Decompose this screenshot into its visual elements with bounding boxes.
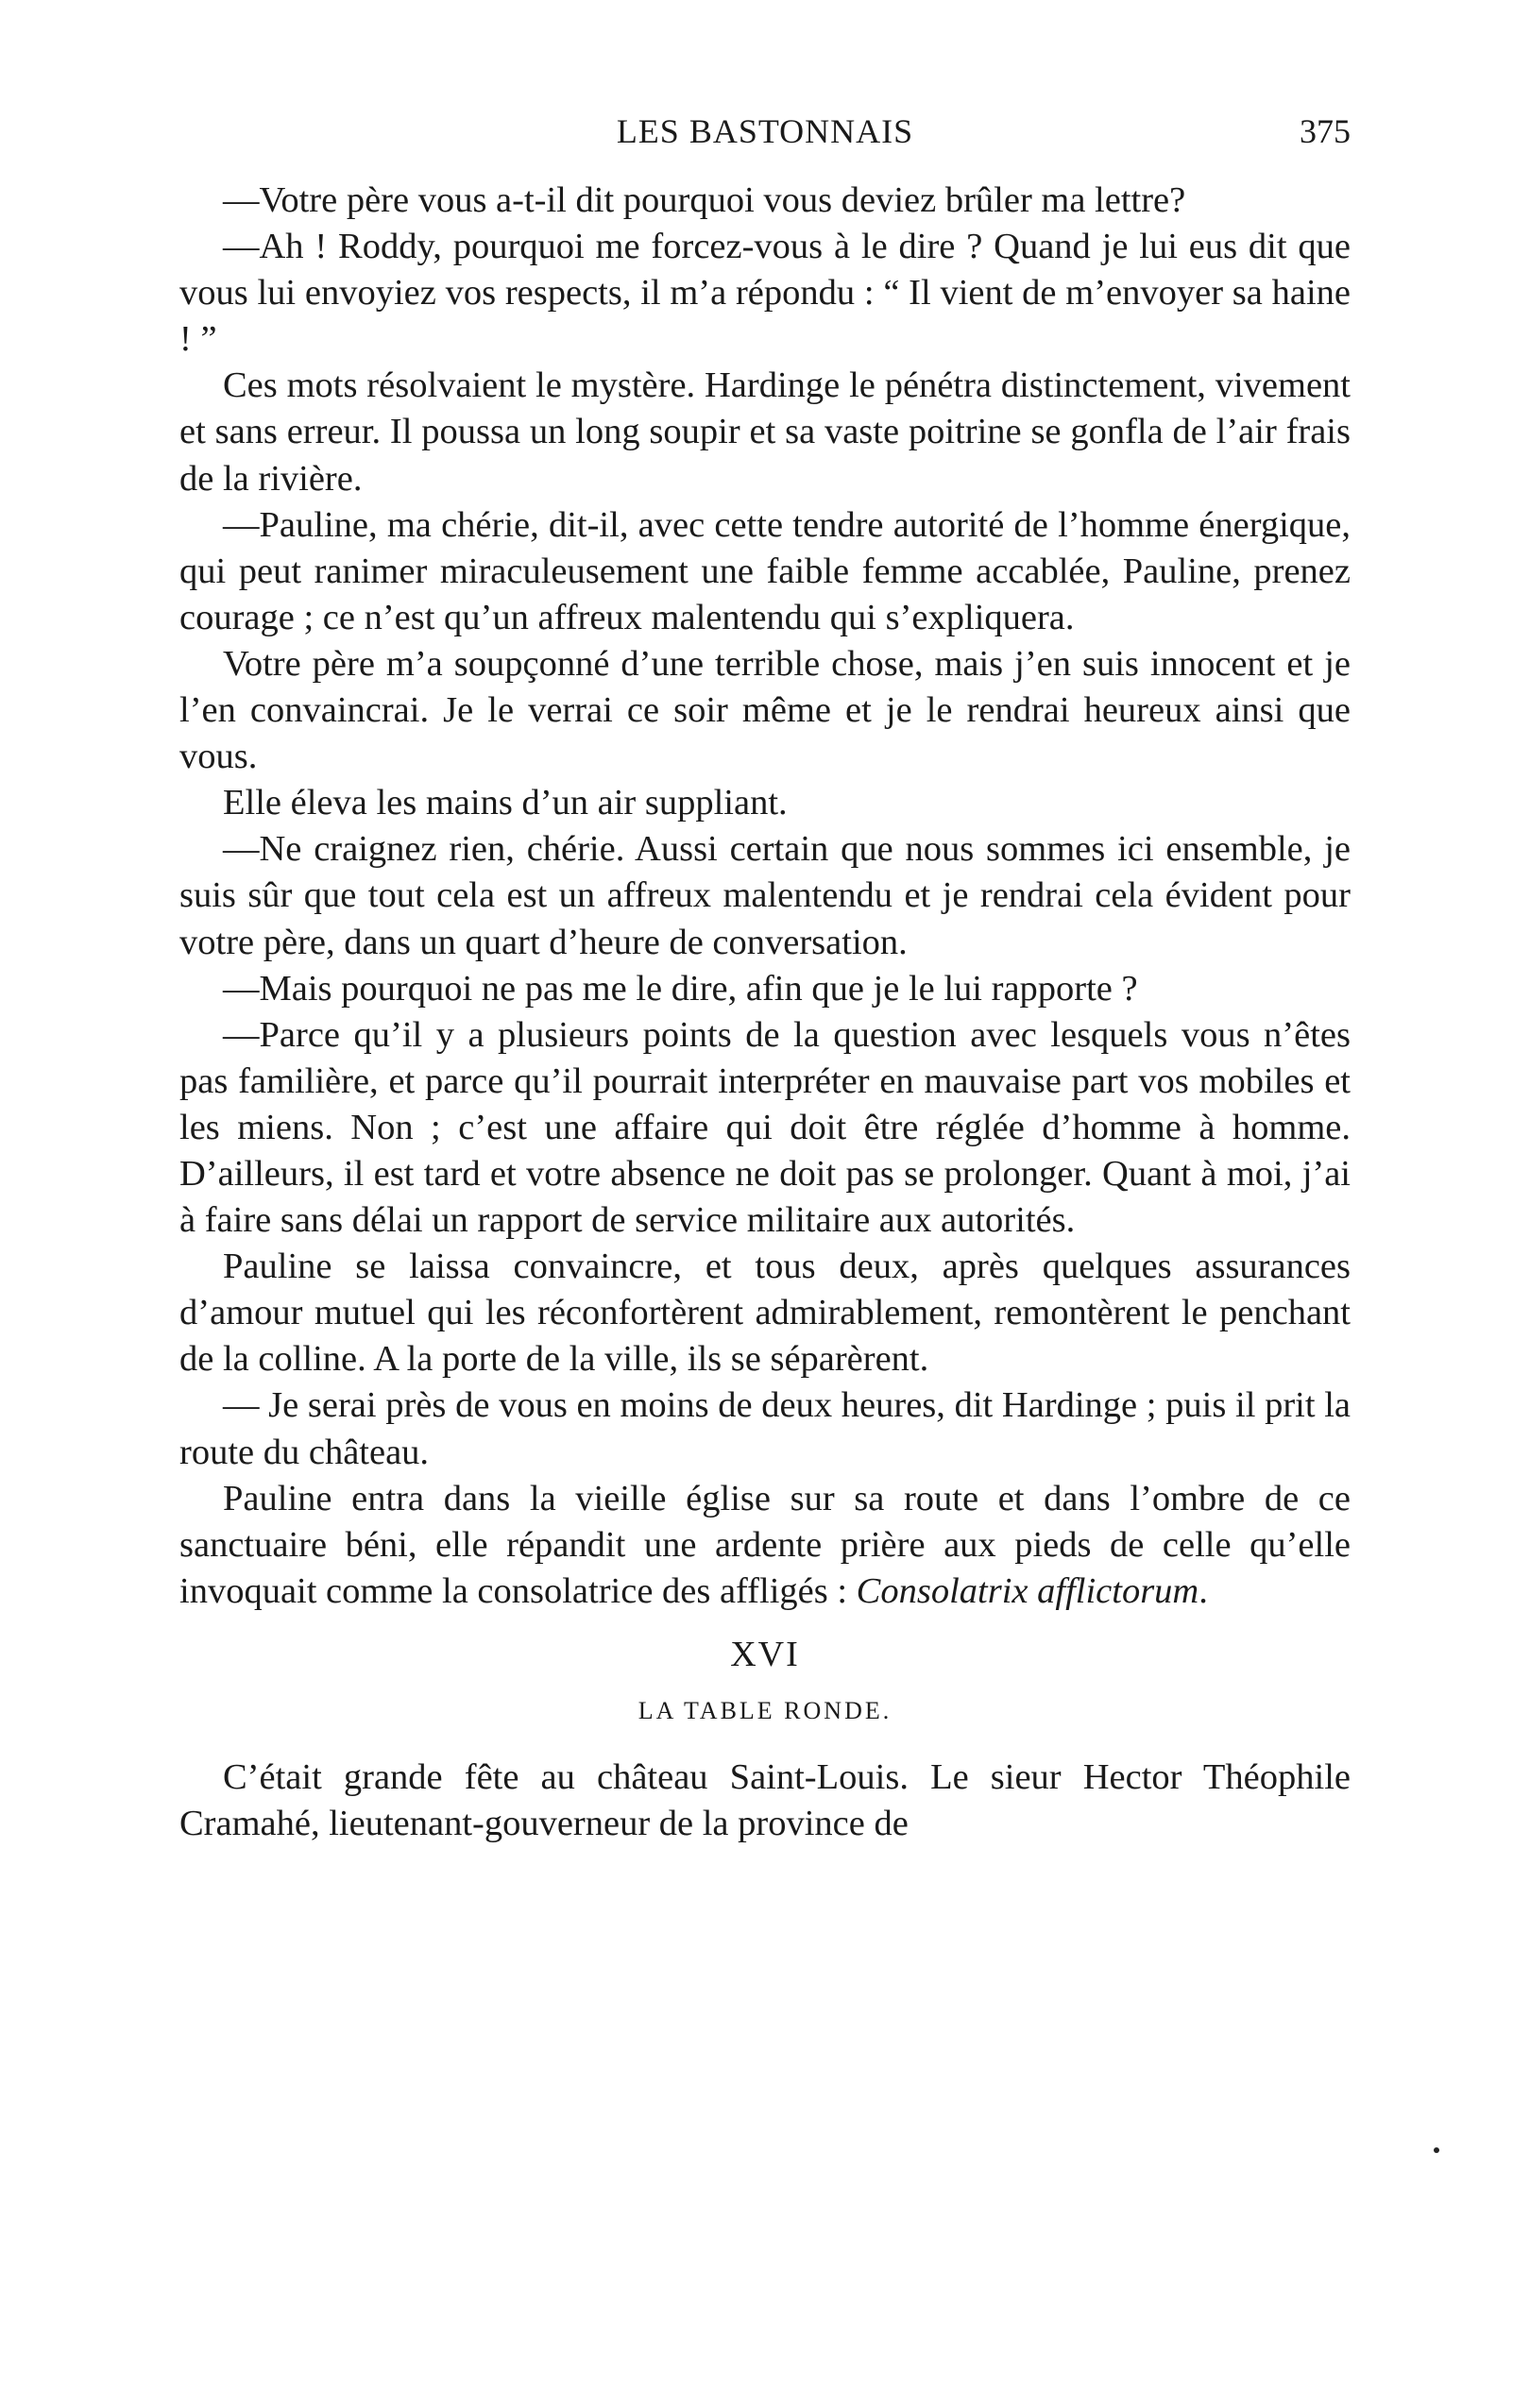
paragraph: Votre père m’a soupçonné d’une terrible chose, mais j’en suis innocent et je l’en convaincrai. Je le verrai ce soir même et je le rendrai heureux ainsi que vous. bbox=[179, 643, 1351, 777]
page-header bbox=[179, 111, 1351, 168]
running-title: LES BASTONNAIS bbox=[616, 112, 914, 150]
paragraph: —Ah ! Roddy, pourquoi me forcez-vous à le dire ? Quand je lui eus dit que vous lui envoyiez vos respects, il m’a répondu : “ Il vient de m’envoyer sa haine ! ” bbox=[179, 227, 1351, 360]
paragraph: —Pauline, ma chérie, dit-il, avec cette tendre autorité de l’homme énergique, qui peut ranimer miraculeusement une faible femme accablée, Pauline, prenez courage ; ce n’est qu’un affreux malentendu qui s’expliquera. bbox=[179, 504, 1351, 637]
paragraph: —Ne craignez rien, chérie. Aussi certain que nous sommes ici ensemble, je suis sûr que tout cela est un affreux malentendu et je rendrai cela évident pour votre père, dans un quart d’heure de conversation. bbox=[179, 829, 1351, 962]
page-number: 375 bbox=[1300, 112, 1351, 150]
chapter-title: LA TABLE RONDE. bbox=[638, 1697, 892, 1724]
paragraph: Ces mots résolvaient le mystère. Hardinge le pénétra distinctement, vivement et sans erreur. Il poussa un long soupir et sa vaste poitrine se gonfla de l’air frais de la rivière. bbox=[179, 365, 1351, 499]
body-text bbox=[179, 178, 1351, 1847]
paragraph: —Parce qu’il y a plusieurs points de la question avec lesquels vous n’êtes pas familière, et parce qu’il pourrait interpréter en mauvaise part vos mobiles et les miens. Non ; c’est une affaire qui doit être réglée d’homme à homme. D’ailleurs, il est tard et votre absence ne doit pas se prolonger. Quant à moi, j’ai à faire sans délai un rapport de service militaire aux autorités. bbox=[179, 1014, 1351, 1241]
chapter-opening-paragraph: C’était grande fête au château Saint-Louis. Le sieur Hector Théophile Cramahé, lieutenant-gouverneur de la province de bbox=[179, 1757, 1351, 1844]
paragraph-end: . bbox=[1198, 1570, 1208, 1611]
paragraph-text: Pauline entra dans la vieille église sur sa route et dans l’ombre de ce sanctuaire béni, elle répandit une ardente prière aux pieds de celle qu’elle invoquait comme la consolatrice des affligés : bbox=[179, 1478, 1351, 1611]
paragraph: Elle éleva les mains d’un air suppliant. bbox=[223, 783, 788, 823]
paragraph: Pauline se laissa convaincre, et tous deux, après quelques assurances d’amour mutuel qui les réconfortèrent admirablement, remontèrent le penchant de la colline. A la porte de la ville, ils se séparèrent. bbox=[179, 1246, 1351, 1380]
stray-dot bbox=[1434, 2147, 1439, 2153]
paragraph: —Mais pourquoi ne pas me le dire, afin que je le lui rapporte ? bbox=[223, 968, 1138, 1009]
chapter-number: XVI bbox=[730, 1634, 800, 1674]
paragraph-last bbox=[179, 1476, 1351, 1615]
paragraph: —Votre père vous a-t-il dit pourquoi vous deviez brûler ma lettre? bbox=[223, 180, 1186, 220]
paragraph: — Je serai près de vous en moins de deux heures, dit Hardinge ; puis il prit la route du château. bbox=[179, 1385, 1351, 1472]
latin-phrase: Consolatrix afflictorum bbox=[856, 1570, 1199, 1611]
